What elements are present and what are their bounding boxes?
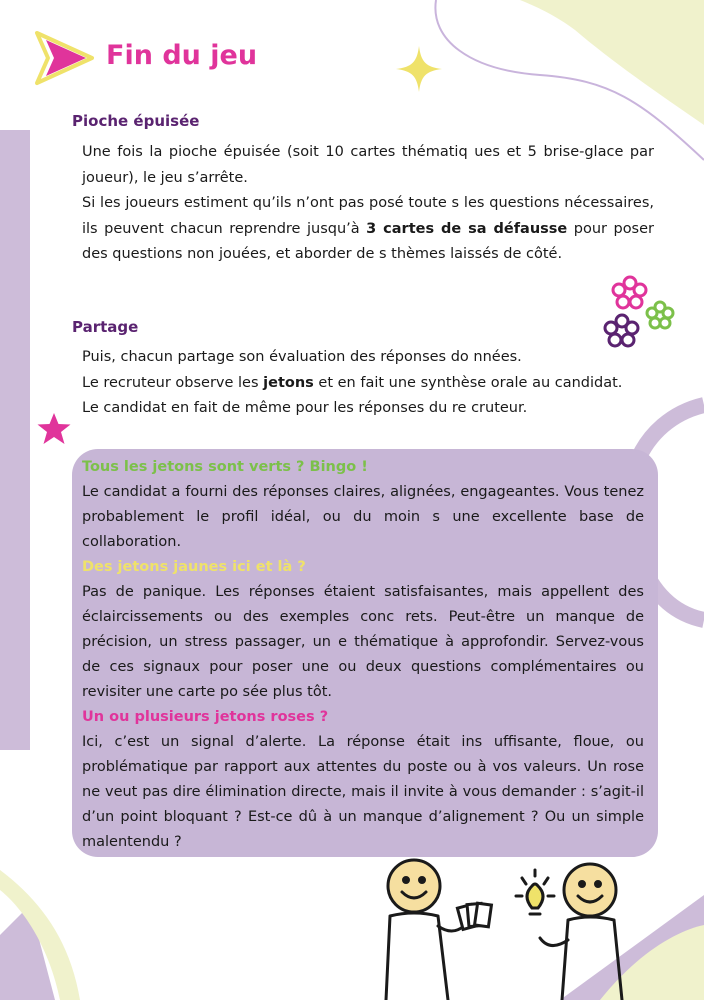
green-text: Le candidat a fourni des réponses claires, alignées, engageantes. Vous tenez probablement le profil idéal, ou du moin s une excellente base de collaboration. [82, 484, 644, 550]
paragraph: Le recruteur observe les jetons et en fait une synthèse orale au candidat. [82, 374, 623, 391]
paragraph: Le candidat en fait de même pour les réponses du re cruteur. [82, 400, 528, 416]
pink-heading: Un ou plusieurs jetons roses ? [82, 709, 329, 725]
yellow-heading: Des jetons jaunes ici et là ? [82, 559, 306, 575]
star-icon [36, 412, 72, 446]
yellow-text: Pas de panique. Les réponses étaient satisfaisantes, mais appellent des éclaircissements ou des exemples conc rets. Peut-être un manque de précision, un stress passager, un e thématique à approfondir. Servez-vous de ces signaux pour poser une ou deux questions complémentaires ou revisiter une carte po sée plus tôt. [82, 584, 644, 700]
paragraph: Une fois la pioche épuisée (soit 10 cartes thématiq ues et 5 brise-glace par joueur), le jeu s’arrête. [82, 144, 654, 186]
page-title: Fin du jeu [106, 40, 258, 71]
pink-text: Ici, c’est un signal d’alerte. La réponse était ins uffisante, floue, ou problématique par rapport aux attentes du poste ou à vos valeurs. Un rose ne veut pas dire élimination directe, mais il invite à vous demander : s’agit-il d’un point bloquant ? Est-ce dû à un manque d’alignement ? Ou un simple malentendu ? [82, 734, 644, 850]
flower-icon [600, 275, 680, 355]
section-heading-partage: Partage [72, 318, 139, 336]
section-heading-pioche: Pioche épuisée [72, 112, 200, 130]
green-heading: Tous les jetons sont verts ? Bingo ! [82, 459, 368, 475]
character-illustration [372, 856, 652, 1000]
arrow-chevron-icon [34, 30, 100, 86]
sparkle-icon [394, 44, 444, 94]
paragraph: Si les joueurs estiment qu’ils n’ont pas posé toute s les questions nécessaires, ils peuvent chacun reprendre jusqu’à 3 cartes de sa défausse pour poser des questions non jouées, et aborder de s thèmes laissés de côté. [82, 195, 654, 262]
paragraph: Puis, chacun partage son évaluation des réponses do nnées. [82, 349, 522, 365]
